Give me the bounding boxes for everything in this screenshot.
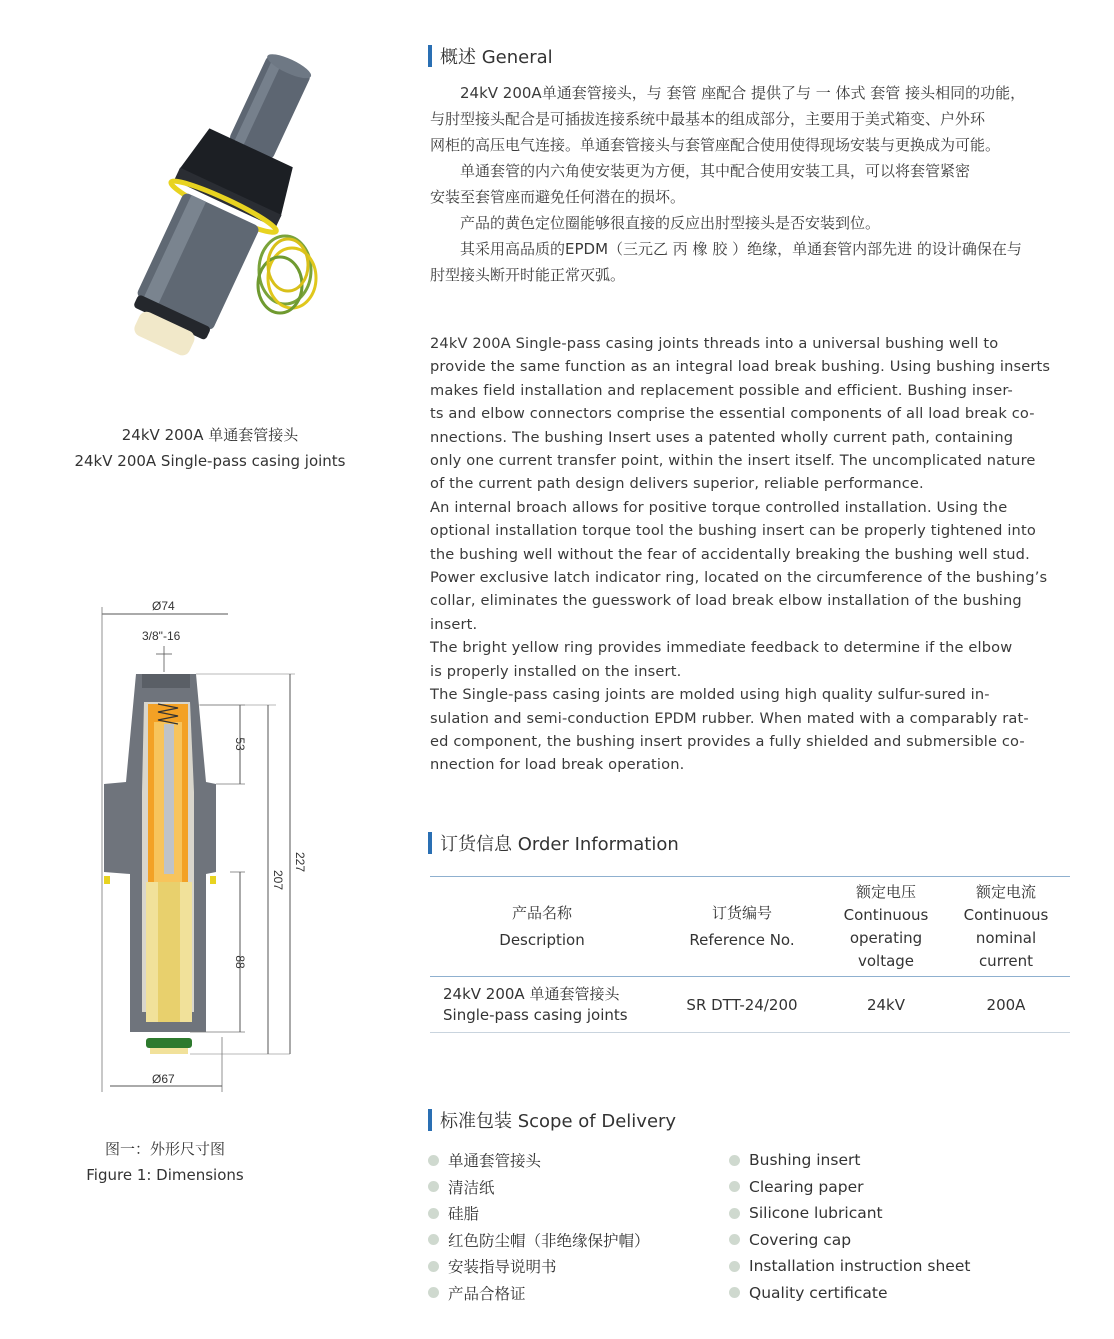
item-label: 红色防尘帽（非绝缘保护帽） bbox=[448, 1231, 650, 1250]
list-item bbox=[729, 1174, 970, 1201]
header-en: Continuous bbox=[963, 905, 1049, 924]
item-label: 安装指导说明书 bbox=[448, 1258, 557, 1277]
cn-line: 24kV 200A单通套管接头，与 套管 座配合 提供了与 一 体式 套管 接头相同的功能， bbox=[430, 84, 1026, 102]
en-line: The Single-pass casing joints are molded using high quality sulfur-sured in- bbox=[430, 686, 990, 704]
bullet-icon bbox=[428, 1287, 439, 1298]
bullet-icon bbox=[428, 1155, 439, 1166]
general-en-text bbox=[430, 332, 1050, 777]
product-caption-en: 24kV 200A Single-pass casing joints bbox=[74, 452, 346, 470]
delivery-title: 标准包装 Scope of Delivery bbox=[440, 1111, 677, 1132]
en-line: only one current transfer point, within the insert itself. The uncomplicated nature bbox=[430, 452, 1036, 470]
order-table bbox=[430, 876, 1070, 1033]
dim-d67: Ø67 bbox=[152, 1072, 175, 1086]
item-label: Bushing insert bbox=[749, 1151, 861, 1170]
list-item bbox=[428, 1253, 650, 1280]
delivery-heading bbox=[428, 1109, 676, 1131]
en-line: An internal broach allows for positive torque controlled installation. Using the bbox=[430, 498, 1008, 516]
dim-h88: 88 bbox=[233, 955, 247, 969]
cn-line: 安装至套管座而避免任何潜在的损坏。 bbox=[430, 188, 686, 206]
product-caption-cn: 24kV 200A 单通套管接头 bbox=[121, 426, 299, 444]
dim-thread: 3/8"-16 bbox=[142, 629, 181, 643]
item-label: Installation instruction sheet bbox=[749, 1257, 971, 1276]
item-label: 清洁纸 bbox=[448, 1178, 495, 1197]
en-line: collar, eliminates the guesswork of load break elbow installation of the bushing bbox=[430, 592, 1022, 610]
desc-cn: 24kV 200A 单通套管接头 bbox=[443, 984, 620, 1003]
header-en: Continuous bbox=[843, 905, 929, 924]
item-label: Clearing paper bbox=[749, 1177, 864, 1196]
heading-bar bbox=[428, 832, 432, 854]
figure-caption-en: Figure 1: Dimensions bbox=[86, 1166, 244, 1184]
general-heading bbox=[428, 45, 553, 67]
header-voltage bbox=[830, 877, 942, 977]
list-item bbox=[428, 1200, 650, 1227]
header-en: voltage bbox=[857, 951, 915, 970]
bullet-icon bbox=[428, 1208, 439, 1219]
en-line: nnections. The bushing Insert uses a patented wholly current path, containing bbox=[430, 428, 1014, 446]
en-line: nnection for load break operation. bbox=[430, 756, 685, 774]
dim-h227: 227 bbox=[293, 851, 307, 873]
item-label: Quality certificate bbox=[749, 1283, 888, 1302]
product-photo bbox=[80, 40, 360, 370]
general-cn-text bbox=[430, 80, 1025, 288]
header-en: Reference No. bbox=[689, 930, 795, 949]
delivery-list-en bbox=[729, 1147, 970, 1306]
cell-voltage: 24kV bbox=[866, 995, 906, 1014]
desc-en: Single-pass casing joints bbox=[443, 1005, 628, 1024]
cn-line: 肘型接头断开时能正常灭弧。 bbox=[430, 266, 626, 284]
item-label: 单通套管接头 bbox=[448, 1152, 542, 1171]
bullet-icon bbox=[428, 1261, 439, 1272]
en-line: sulation and semi-conduction EPDM rubber. When mated with a comparably rat- bbox=[430, 709, 1029, 727]
list-item bbox=[729, 1227, 970, 1254]
header-en: operating bbox=[849, 928, 923, 947]
header-en: nominal bbox=[975, 928, 1037, 947]
cn-line: 与肘型接头配合是可插拔连接系统中最基本的组成部分，主要用于美式箱变、户外环 bbox=[430, 110, 986, 128]
en-line: The bright yellow ring provides immediate feedback to determine if the elbow bbox=[430, 639, 1013, 657]
bullet-icon bbox=[729, 1181, 740, 1192]
item-label: Covering cap bbox=[749, 1230, 852, 1249]
en-line: is properly installed on the insert. bbox=[430, 662, 682, 680]
dim-h53: 53 bbox=[233, 737, 247, 751]
dim-d74: Ø74 bbox=[152, 599, 175, 613]
header-en: Description bbox=[499, 930, 585, 949]
bullet-icon bbox=[428, 1234, 439, 1245]
item-label: 硅脂 bbox=[448, 1205, 480, 1224]
bullet-icon bbox=[729, 1234, 740, 1245]
list-item bbox=[428, 1280, 650, 1307]
order-heading bbox=[428, 832, 679, 854]
figure-caption-cn: 图一：外形尺寸图 bbox=[104, 1140, 225, 1158]
cn-line: 产品的黄色定位圈能够很直接的反应出肘型接头是否安装到位。 bbox=[430, 214, 881, 232]
heading-bar bbox=[428, 1109, 432, 1131]
en-line: insert. bbox=[430, 615, 478, 633]
en-line: makes field installation and replacement possible and efficient. Bushing inser- bbox=[430, 381, 1013, 399]
header-description bbox=[430, 877, 654, 977]
list-item bbox=[729, 1147, 970, 1174]
header-cn: 额定电压 bbox=[855, 882, 916, 901]
delivery-list-cn bbox=[428, 1147, 650, 1306]
list-item bbox=[729, 1280, 970, 1307]
list-item bbox=[428, 1227, 650, 1254]
item-label: Silicone lubricant bbox=[749, 1204, 883, 1223]
en-line: Power exclusive latch indicator ring, located on the circumference of the bushing’s bbox=[430, 569, 1048, 587]
bullet-icon bbox=[729, 1155, 740, 1166]
header-reference bbox=[654, 877, 830, 977]
cell-reference: SR DTT-24/200 bbox=[686, 995, 798, 1014]
item-label: 产品合格证 bbox=[448, 1284, 526, 1303]
cn-line: 网柜的高压电气连接。单通套管接头与套管座配合使用使得现场安装与更换成为可能。 bbox=[430, 136, 1001, 154]
en-line: ts and elbow connectors comprise the essential components of all load break co- bbox=[430, 405, 1035, 423]
header-cn: 产品名称 bbox=[511, 903, 572, 922]
list-item bbox=[729, 1200, 970, 1227]
cn-line: 其采用高品质的EPDM（三元乙 丙 橡 胶 ）绝缘，单通套管内部先进 的设计确保在与 bbox=[430, 240, 1022, 258]
list-item bbox=[428, 1174, 650, 1201]
cell-current: 200A bbox=[986, 995, 1026, 1014]
header-en: current bbox=[978, 951, 1034, 970]
cell-description bbox=[430, 977, 654, 1033]
header-cn: 订货编号 bbox=[711, 903, 772, 922]
cn-line: 单通套管的内六角使安装更为方便，其中配合使用安装工具，可以将套管紧密 bbox=[430, 162, 971, 180]
list-item bbox=[428, 1147, 650, 1174]
figure-caption bbox=[40, 1136, 290, 1188]
bullet-icon bbox=[428, 1181, 439, 1192]
heading-bar bbox=[428, 45, 432, 67]
table-row bbox=[430, 977, 1070, 1033]
table-header-row bbox=[430, 877, 1070, 977]
en-line: ed component, the bushing insert provides a fully shielded and submersible co- bbox=[430, 732, 1025, 750]
en-line: provide the same function as an integral load break bushing. Using bushing inserts bbox=[430, 358, 1051, 376]
en-line: the bushing well without the fear of accidentally breaking the bushing well stud. bbox=[430, 545, 1030, 563]
dimension-drawing bbox=[90, 592, 320, 1102]
bullet-icon bbox=[729, 1287, 740, 1298]
en-line: 24kV 200A Single-pass casing joints threads into a universal bushing well to bbox=[430, 335, 999, 352]
bullet-icon bbox=[729, 1261, 740, 1272]
list-item bbox=[729, 1253, 970, 1280]
en-line: of the current path design delivers superior, reliable performance. bbox=[430, 475, 924, 493]
en-line: optional installation torque tool the bushing insert can be properly tightened into bbox=[430, 522, 1036, 540]
header-cn: 额定电流 bbox=[975, 882, 1036, 901]
bullet-icon bbox=[729, 1208, 740, 1219]
header-current bbox=[942, 877, 1070, 977]
general-title: 概述 General bbox=[440, 47, 553, 68]
product-caption bbox=[40, 422, 380, 474]
order-title: 订货信息 Order Information bbox=[440, 834, 679, 855]
dim-h207: 207 bbox=[271, 869, 285, 891]
